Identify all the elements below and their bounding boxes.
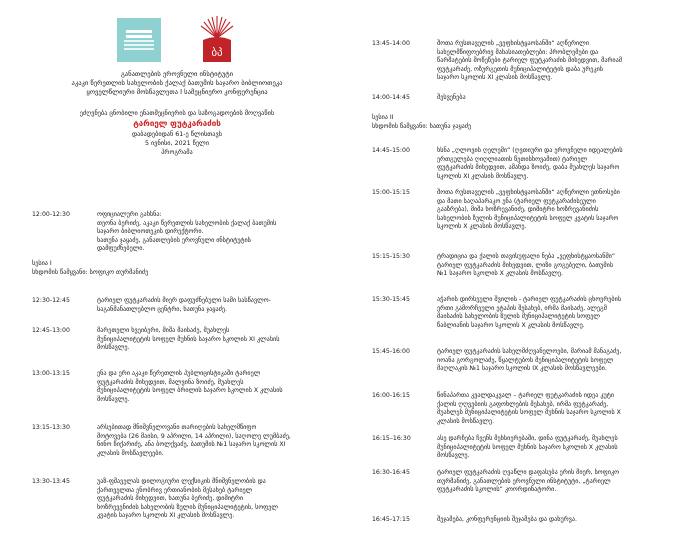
schedule-text-line: სახელმწიფოებრივ მახასიათებლები: პრობლემები და — [437, 48, 599, 56]
schedule-text-line: ფუტკარაძის მიხედვით, ამანდა ზოიძე, დაბა მუახლეს საჯარო — [437, 164, 620, 171]
session-heading-line: სესია II — [372, 114, 394, 121]
schedule-time: 15:15-15:30 — [372, 253, 410, 260]
schedule-time: 12:30-12:45 — [32, 297, 70, 304]
schedule-time: 15:45-16:00 — [372, 348, 410, 355]
schedule-text-line: ტრადიცია და ქალის თავისუფალი ნება „ვეფხისტყაოსანში“ — [437, 253, 616, 260]
header-conference: ყოველწლიური მოსწავლეთა I სამეცნიერო კონფერენცია — [86, 88, 268, 96]
schedule-text-line: მუნიციპალიტეტის სოფელ ბრილის საჯარო სკოლის X კლასის — [97, 387, 283, 394]
header-date: 5 ივნისი, 2021 წელი — [144, 140, 210, 147]
schedule-text-line: ფუტკარაძის მიხედვით, მალვინა ზოიძე, მუახლეს — [97, 378, 244, 386]
schedule-text-line: უაზ-ფშაველას დილოგიური ლექსიკის მნიშვნელობის და — [97, 478, 266, 485]
schedule-text-line: შესვენება — [437, 94, 466, 101]
schedule-text-line: ხოზრევენიძის სახელობის ზულის მუნიციპალიტეტის, სოფელ — [97, 503, 279, 511]
schedule-time: 13:15-13:30 — [32, 424, 70, 431]
schedule-text-line: მოსწავლე. — [97, 395, 130, 403]
schedule-text-line: და მათი საღაპარაკო ენა (ტარიელ ფუტკარაძისეული — [437, 197, 596, 205]
schedule-time: 14:00-14:45 — [372, 94, 410, 101]
schedule-text-line: ნინო წიქარიძე, ანა ბოლქვაძე, ბათუმის №1 საჯარო სკოლის XI — [97, 441, 286, 448]
schedule-time: 15:00-15:15 — [372, 189, 410, 196]
schedule-time: 13:45-14:00 — [372, 40, 410, 47]
schedule-time: 16:30-16:45 — [372, 469, 410, 476]
schedule-time: 14:45-15:00 — [372, 147, 410, 154]
header-dedication: ეძღვნება ცნობილი ენათმეცნიერის და საზოგადოების მოღვაწის — [79, 110, 275, 117]
schedule-text-line: ტარიელ ფუტკარაძის მიხედვით, ლიზი გოგებელი, ბათუმის — [437, 261, 614, 269]
schedule-text-line: არსებითად მნიშვნელოვანი თარიღების სახელმწიფო — [97, 424, 257, 431]
schedule-time: 12:45-13:00 — [32, 327, 70, 334]
schedule-text-line: ტარიელ ფუტკარაძის მიერ დაფუძნებული სამი სასწავლო- — [97, 297, 271, 304]
schedule-text-line: აჭარის დირსეული შვილის - ტარიელ ფუტკარაძის ცხოვრების — [437, 296, 622, 303]
header-honoree: ტარიელ ფუტკარაძის — [133, 119, 221, 128]
schedule-text-line: ფუტკარაძის სკოლის“ კოორდინატორი. — [437, 486, 557, 493]
schedule-text-line: მუახლეს მუნიციპალიტეტის სოფელ მუხნის საჯარო სკოლის X — [437, 409, 621, 416]
session-heading-line: სესია I — [32, 260, 52, 267]
header-anniversary: დაბადებიდან 61-ე წლისთავს — [131, 131, 223, 138]
header-program: პროგრამა — [161, 149, 193, 156]
schedule-text-line: მარეთელი ხვეიბერი, მიშა მაისაძე, მუახლეს — [97, 327, 230, 334]
schedule-text-line: საგანმანათლებლო ცენტრი, ხათუნა ჯაყაძე. — [97, 305, 227, 313]
schedule-text-line: მოტოვება (26 მაისი, 9 აპრილი, 14 აპრილი), საღოლე ლუმბაძე, — [97, 432, 291, 440]
schedule-text-line: ხათუნა ჯაყაძე, განათლების ეროვნული ინსტიტუტის — [97, 236, 251, 244]
schedule-time: 16:15–16:30 — [372, 435, 411, 442]
schedule-time: 16:00-16:15 — [372, 392, 410, 399]
schedule-text-line: მუნიციპალიტეტის სოფელ მუხნის საჯარო სკოლის X კლასის — [437, 443, 618, 451]
schedule-text-line: ენა და ერი აკაკი წერეთლის პუბლიცისტიკაში ტარიელ — [97, 370, 261, 377]
schedule-text-line: საჯარო სკოლის XI კლასის მოსწავლე. — [437, 74, 553, 81]
schedule-text-line: ოფიციალური გახსნა: — [97, 211, 162, 218]
institute-logo — [117, 18, 161, 62]
schedule-text-line: №1 საჯარო სკოლის X კლასის მოსწავლე. — [437, 270, 563, 277]
schedule-text-line: სკოლის X კლასის მოსწავლე. — [437, 223, 527, 230]
schedule-text-line: შოთა რუსთაველის „ვეფხისტყაოსანში“ აღწერილი — [437, 40, 589, 47]
schedule-text-line: გააზრება), მიშა ხოზრევანიძე, დიმიტრი ხოზრევანიძის — [437, 206, 599, 213]
schedule-text-line: ერთი გამორჩეული ეტაპის შესახებ, ირმა მაისაძე, ალეგმ — [437, 304, 607, 312]
schedule-text-line: წარმატების მოწეწები ტარიელ ფუტკარაძის მიხედვით, მარიამ — [437, 57, 623, 64]
schedule-time: 16:45-17:15 — [372, 516, 410, 523]
schedule-text-line: ტარიელ ფუტკარაძის სახელმძღვანელოები, მარიამ მანაგაძე, — [437, 348, 622, 355]
schedule-time: 15:30-15:45 — [372, 296, 410, 303]
header-org: განათლების ეროვნული ინსტიტუტი — [120, 70, 234, 78]
schedule-text-line: კლასის მოსწავლეები. — [97, 449, 164, 457]
schedule-text-line: კლასის მოსწავლე. — [437, 417, 495, 425]
schedule-text-line: ფუტკარაძე, ოზურგეთის მუნიციპალიტეტის დაბა ურეკის — [437, 65, 604, 73]
schedule-text-line: სახელობის ზულის მუნიციპალიტეტის სოფელ კვატის საჯარო — [437, 214, 619, 222]
schedule-time: 13:00-13:15 — [32, 370, 70, 377]
schedule-text-line: ხსნა „ღლოვის ღელემი“ (ღვთიური და ეროვნული იდეალების — [437, 147, 623, 154]
schedule-time: 12:00-12:30 — [32, 211, 70, 218]
schedule-text-line: თურმანიძე, განათლების ეროვნული ინსტიტუტი, „ტარიელ — [437, 477, 611, 485]
schedule-text-line: მაღლაკის №1 საჯარო სკოლის IX კლასის მოსწავლეები. — [437, 365, 607, 372]
schedule-text-line: თეონა ბერიძე, აკაკი წერეთლის სახელობის ქალაქ ბათუმის — [97, 219, 277, 227]
schedule-text-line: ფუტკარაძის მიხედვით, ხათუნა ბერიძე, დიმიტრი — [97, 495, 244, 502]
library-logo — [197, 16, 237, 64]
schedule-text-line: ერთგულება ღიღლიათის წეთისხოვამით) ტარიელ — [437, 155, 588, 163]
schedule-text-line: სკოლის XI კლასის მოსწავლე. — [437, 172, 529, 180]
schedule-text-line: მუნიციპალიტეტის სოფელ მუხნის საჯარო სკოლის XI კლასის — [97, 335, 280, 343]
session-heading-line: სხდომის წამყვანი: ხათუნა ჯაყაძე — [372, 122, 472, 130]
schedule-text-line: მაისაძის სახელობის ზულის მუნიციპალიტეტის სოფელ — [437, 313, 600, 320]
session-heading-line: სხდომის წამყვანი: სოფიკო თურმანიძე — [32, 268, 149, 276]
schedule-text-line: კვატის საჯარო სკოლის XI კლასის მოსწავლე. — [97, 512, 235, 519]
svg-text:ბპ: ბპ — [211, 46, 223, 59]
schedule-time: 13:30-13:45 — [32, 478, 70, 485]
schedule-text-line: დამფუძნებელი. — [97, 245, 145, 252]
schedule-text-line: ასე დარჩება ჩვენს მეხსიერებაში, დინა ფუტკარაძე, მუახლეს — [437, 435, 618, 442]
schedule-text-line: მოსწავლე. — [97, 344, 130, 351]
schedule-text-line: წაბლიანის საჯარო სკოლის X კლასის მოსწავლე. — [437, 321, 585, 329]
schedule-text-line: იოანა გორგოლაძე, წყალტუბოს მუნიციპალიტეტის სოფელ — [437, 356, 614, 364]
header-library: აკაკი წერეთლის სახელობის ქალაქ ბათუმის საჯარო ბიბლიოთეკა — [71, 79, 283, 87]
schedule-text-line: ქართველთა ენობრივ ერთიანობის მესახებ ტარიელ — [97, 486, 253, 494]
schedule-text-line: ქალის ღღვებიის გაფოხლების მესახებ, ირმა ფუტკარაძე, — [437, 400, 609, 408]
schedule-text-line: მოსწავლე. — [437, 452, 470, 459]
schedule-text-line: შოთა რუსთაველის „ვეფხისტყაოსანში“ აღწერილი ეთნოსები — [437, 189, 620, 196]
schedule-text-line: საჯარო ბიბლიოთეკის დირექტორი. — [97, 228, 204, 235]
schedule-text-line: წინაპართა კვალდაკვალ – ტარიელ ფუტკარაძის იდეა კუტი — [437, 392, 614, 399]
schedule-text-line: ტარიელ ფუტკარაძის ღვაწლი დაფასება ერის მიერ, სოფიკო — [437, 469, 620, 476]
schedule-text-line: შეჯამება, კონფერენციის შეჯამება და დახურვა. — [437, 516, 577, 523]
